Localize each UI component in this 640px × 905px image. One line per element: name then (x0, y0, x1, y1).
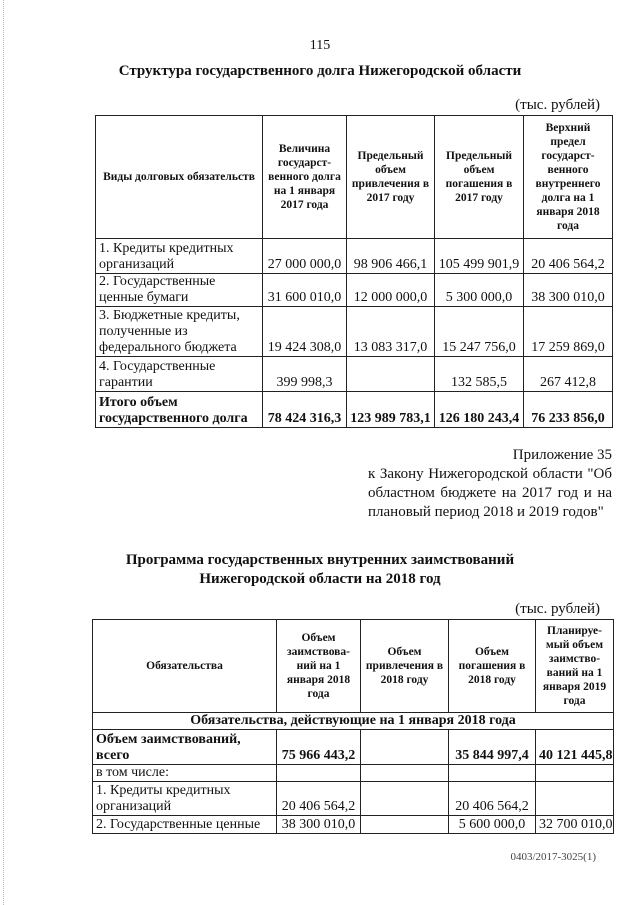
table-cell: 40 121 445,8 (536, 730, 614, 765)
table-cell: 5 300 000,0 (435, 274, 524, 307)
row-label: 2. Государственные ценные бумаги (96, 274, 263, 307)
col-header: Величина государст-венного долга на 1 января 2017 года (263, 116, 347, 239)
table-total-row (96, 392, 613, 428)
table-cell (347, 357, 435, 392)
col-header: Виды долговых обязательств (96, 116, 263, 239)
table-cell (277, 765, 361, 782)
table-cell: 75 966 443,2 (277, 730, 361, 765)
table-cell: 105 499 901,9 (435, 239, 524, 274)
appendix-title: Приложение 35 (512, 447, 612, 463)
table-cell: 126 180 243,4 (435, 392, 524, 428)
table-cell (361, 782, 449, 816)
col-header: Предельный объем привлечения в 2017 году (347, 116, 435, 239)
table-cell: 20 406 564,2 (277, 782, 361, 816)
debt-structure-title: Структура государственного долга Нижегородской области (118, 63, 522, 79)
table-cell: 76 233 856,0 (524, 392, 613, 428)
row-label: Итого объем государственного долга (96, 392, 263, 428)
table-row (96, 274, 613, 307)
row-label: 3. Бюджетные кредиты, полученные из федерального бюджета (96, 307, 263, 357)
table-cell: 38 300 010,0 (524, 274, 613, 307)
col-header: Объем заимствова-ний на 1 января 2018 года (277, 620, 361, 713)
table-header-row (93, 620, 614, 713)
table-cell (361, 730, 449, 765)
table-cell (361, 765, 449, 782)
table-row (96, 239, 613, 274)
table-cell: 78 424 316,3 (263, 392, 347, 428)
col-header: Верхний предел государст-венного внутреннего долга на 1 января 2018 года (524, 116, 613, 239)
col-header: Обязательства (93, 620, 277, 713)
units-label: (тыс. рублей) (515, 601, 600, 617)
table-cell: 32 700 010,0 (536, 816, 614, 834)
col-header: Объем погашения в 2018 году (449, 620, 536, 713)
table-cell: 123 989 783,1 (347, 392, 435, 428)
table-cell: 399 998,3 (263, 357, 347, 392)
table-cell: 267 412,8 (524, 357, 613, 392)
page-edge-line (3, 0, 4, 905)
row-label: 1. Кредиты кредитных организаций (93, 782, 277, 816)
debt-structure-table (95, 115, 613, 428)
title-line: Нижегородской области на 2018 год (199, 571, 441, 587)
table-cell: 12 000 000,0 (347, 274, 435, 307)
table-cell: 31 600 010,0 (263, 274, 347, 307)
table-cell (536, 782, 614, 816)
table-cell: 20 406 564,2 (524, 239, 613, 274)
table-cell: 17 259 869,0 (524, 307, 613, 357)
appendix-body: к Закону Нижегородской области "Об областном бюджете на 2017 год и на плановый период 2018 и 2019 годов" (368, 466, 612, 520)
table-cell: 27 000 000,0 (263, 239, 347, 274)
table-cell: 98 906 466,1 (347, 239, 435, 274)
col-header: Планируе-мый объем заимство-ваний на 1 января 2019 года (536, 620, 614, 713)
document-code: 0403/2017-3025(1) (510, 851, 596, 863)
table-cell: 20 406 564,2 (449, 782, 536, 816)
table-cell: 15 247 756,0 (435, 307, 524, 357)
table-row (93, 765, 614, 782)
table-cell: 35 844 997,4 (449, 730, 536, 765)
section-row (93, 713, 614, 730)
row-label: 2. Государственные ценные (93, 816, 277, 834)
row-label: 4. Государственные гарантии (96, 357, 263, 392)
borrowing-program-title (0, 551, 640, 589)
row-label: в том числе: (93, 765, 277, 782)
section-heading: Обязательства, действующие на 1 января 2018 года (93, 713, 614, 730)
table-cell: 19 424 308,0 (263, 307, 347, 357)
units-label: (тыс. рублей) (515, 97, 600, 113)
title-line: Программа государственных внутренних заимствований (125, 552, 515, 568)
appendix-note (368, 446, 612, 522)
table-cell: 132 585,5 (435, 357, 524, 392)
col-header: Предельный объем погашения в 2017 году (435, 116, 524, 239)
table-row (93, 782, 614, 816)
page-number: 115 (309, 38, 331, 53)
table-total-row (93, 730, 614, 765)
table-cell: 38 300 010,0 (277, 816, 361, 834)
table-cell: 5 600 000,0 (449, 816, 536, 834)
table-cell (361, 816, 449, 834)
table-header-row (96, 116, 613, 239)
table-cell (449, 765, 536, 782)
col-header: Объем привлечения в 2018 году (361, 620, 449, 713)
table-cell (536, 765, 614, 782)
table-row (93, 816, 614, 834)
borrowing-program-table (92, 619, 614, 834)
table-row (96, 307, 613, 357)
row-label: 1. Кредиты кредитных организаций (96, 239, 263, 274)
table-cell: 13 083 317,0 (347, 307, 435, 357)
row-label: Объем заимствований, всего (93, 730, 277, 765)
table-row (96, 357, 613, 392)
